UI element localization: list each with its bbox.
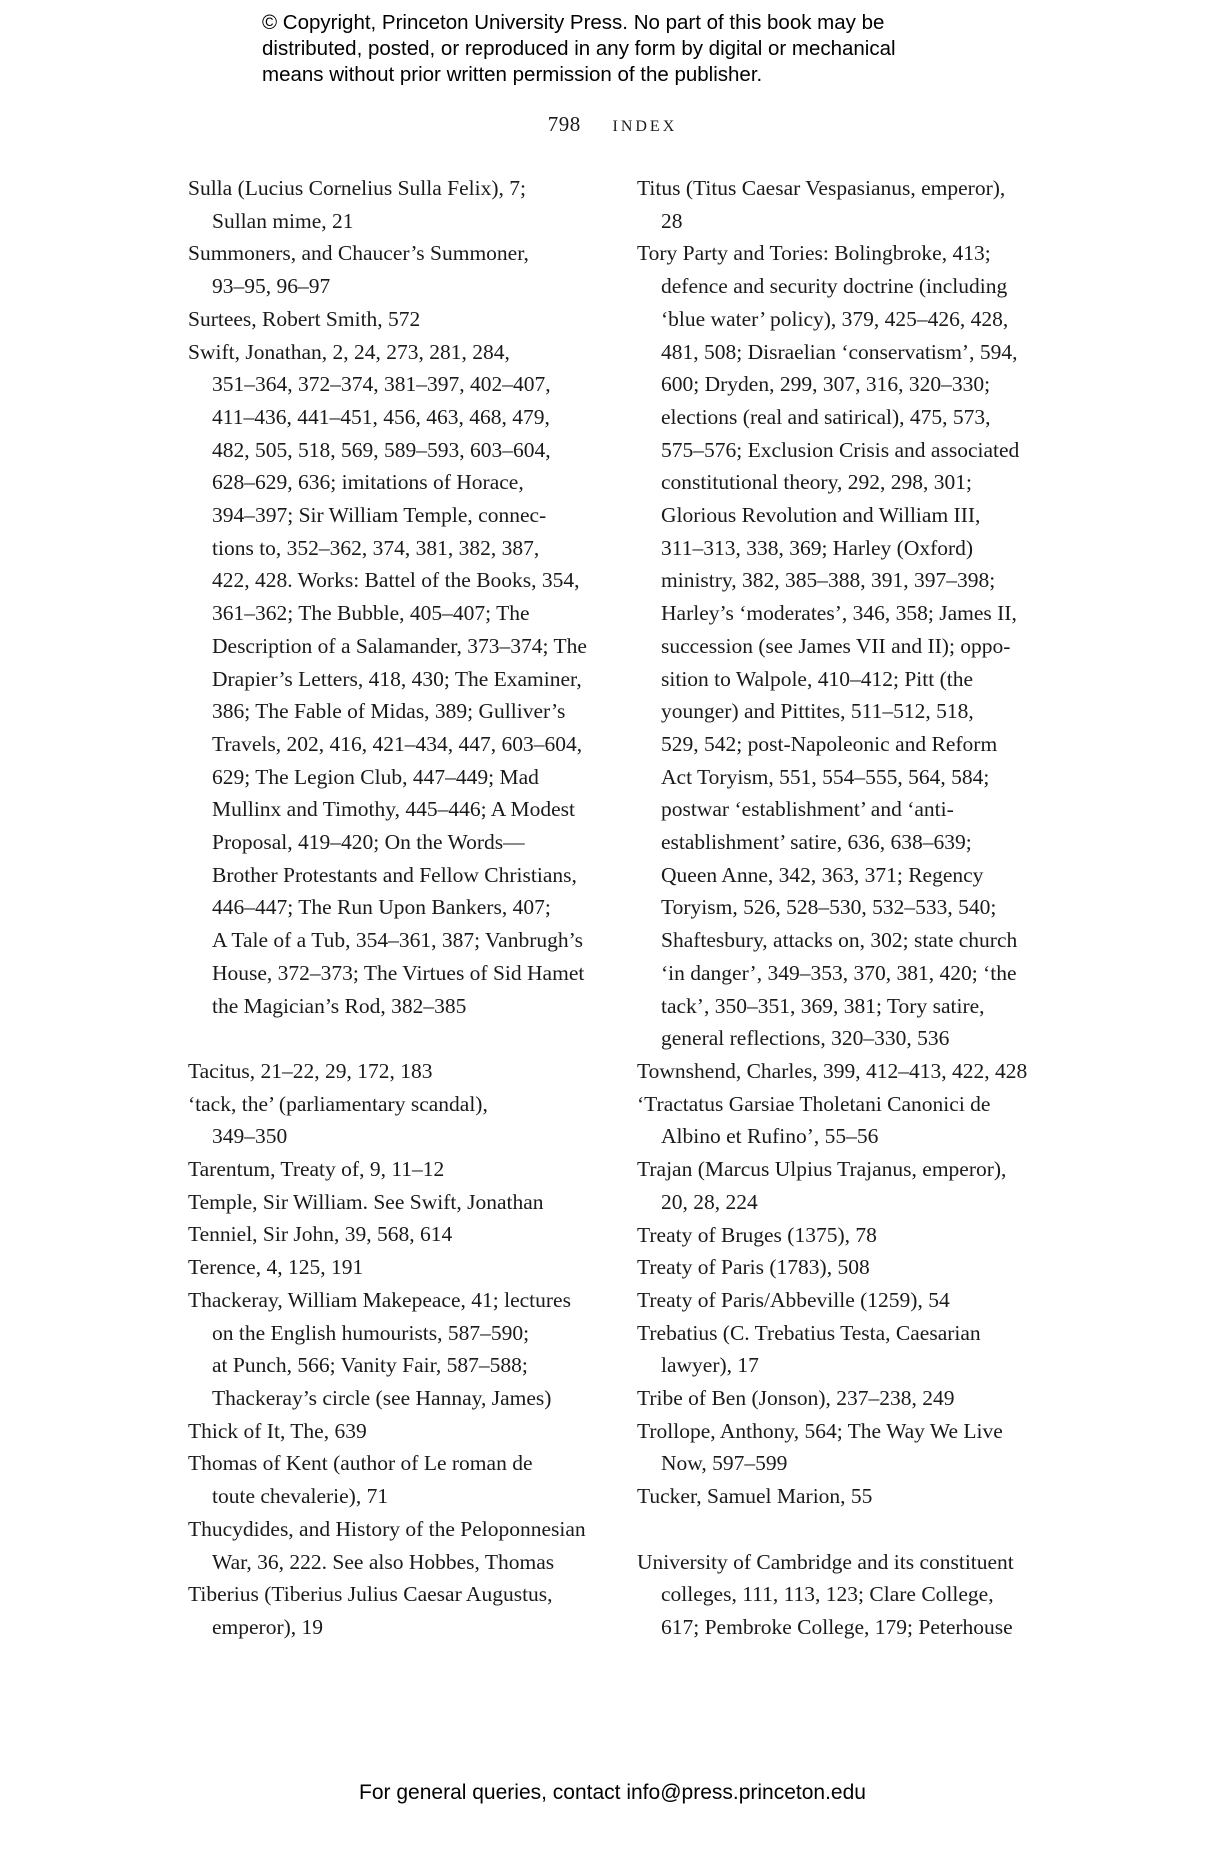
index-entry [188, 1251, 608, 1284]
copyright-line: means without prior written permission of the publisher. [262, 63, 763, 86]
index-entry [188, 336, 608, 1023]
index-entry [637, 1317, 1057, 1382]
index-entry-continuation: tions to, 352–362, 374, 381, 382, 387, [212, 535, 540, 560]
index-entry-continuation: 394–397; Sir William Temple, connec- [212, 503, 547, 528]
index-entry-continuation: 93–95, 96–97 [212, 274, 331, 299]
index-entry-continuation: House, 372–373; The Virtues of Sid Hamet [212, 960, 585, 985]
index-entry-continuation: Shaftesbury, attacks on, 302; state church [661, 928, 1018, 953]
copyright-line: © Copyright, Princeton University Press. No part of this book may be [262, 11, 885, 34]
index-entry [188, 1186, 608, 1219]
index-entry-line: Tucker, Samuel Marion, 55 [637, 1484, 873, 1509]
index-entry [637, 1480, 1057, 1513]
index-entry-continuation: 628–629, 636; imitations of Horace, [212, 470, 524, 495]
index-entry-continuation: Description of a Salamander, 373–374; The [212, 633, 587, 658]
index-entry-continuation: Glorious Revolution and William III, [661, 503, 981, 528]
index-entry-continuation: 600; Dryden, 299, 307, 316, 320–330; [661, 372, 991, 397]
index-entry-continuation: tack’, 350–351, 369, 381; Tory satire, [661, 993, 985, 1018]
index-entry-line: Tiberius (Tiberius Julius Caesar Augustus, [188, 1582, 553, 1607]
index-entry-continuation: 422, 428. Works: Battel of the Books, 354, [212, 568, 580, 593]
index-entry-continuation: 411–436, 441–451, 456, 463, 468, 479, [212, 404, 550, 429]
index-entry-continuation: ‘blue water’ policy), 379, 425–426, 428, [661, 306, 1009, 331]
index-entry-continuation: 386; The Fable of Midas, 389; Gulliver’s [212, 699, 566, 724]
index-entry [637, 1284, 1057, 1317]
index-entry-line: Thucydides, and History of the Peloponnesian [188, 1516, 586, 1541]
index-entry-continuation: Act Toryism, 551, 554–555, 564, 584; [661, 764, 990, 789]
index-column-right [637, 172, 1057, 1644]
index-entry [637, 1546, 1057, 1644]
index-entry-continuation: Harley’s ‘moderates’, 346, 358; James II, [661, 601, 1017, 626]
index-entry [637, 237, 1057, 1055]
running-head-title: index [612, 111, 678, 136]
index-entry-continuation: Albino et Rufino’, 55–56 [661, 1124, 879, 1149]
index-entry-continuation: Travels, 202, 416, 421–434, 447, 603–604, [212, 731, 583, 756]
index-entry-continuation: ‘in danger’, 349–353, 370, 381, 420; ‘the [661, 960, 1017, 985]
index-entry-line: Thomas of Kent (author of Le roman de [188, 1451, 533, 1476]
index-entry-continuation: Drapier’s Letters, 418, 430; The Examiner, [212, 666, 582, 691]
index-entry [188, 1153, 608, 1186]
index-entry-continuation: 629; The Legion Club, 447–449; Mad [212, 764, 539, 789]
index-entry-continuation: 481, 508; Disraelian ‘conservatism’, 594, [661, 339, 1018, 364]
index-entry-line: Townshend, Charles, 399, 412–413, 422, 428 [637, 1058, 1028, 1083]
index-column-left [188, 172, 608, 1644]
index-entry-continuation: 20, 28, 224 [661, 1189, 758, 1214]
index-entry-continuation: colleges, 111, 113, 123; Clare College, [661, 1582, 994, 1607]
index-entry-continuation: Toryism, 526, 528–530, 532–533, 540; [661, 895, 997, 920]
index-entry-line: Surtees, Robert Smith, 572 [188, 306, 421, 331]
index-entry-line: Trollope, Anthony, 564; The Way We Live [637, 1418, 1003, 1443]
index-entry [188, 1447, 608, 1512]
index-entry-continuation: 28 [661, 208, 683, 233]
index-entry-continuation: general reflections, 320–330, 536 [661, 1026, 950, 1051]
index-entry-continuation: the Magician’s Rod, 382–385 [212, 993, 467, 1018]
index-entry-line: Treaty of Bruges (1375), 78 [637, 1222, 877, 1247]
index-entry [637, 172, 1057, 237]
letter-section-gap [637, 1513, 1057, 1546]
index-entry-continuation: defence and security doctrine (including [661, 274, 1008, 299]
index-entry-continuation: War, 36, 222. See also Hobbes, Thomas [212, 1549, 555, 1574]
index-entry-continuation: A Tale of a Tub, 354–361, 387; Vanbrugh’s [212, 928, 583, 953]
index-entry-continuation: 351–364, 372–374, 381–397, 402–407, [212, 372, 551, 397]
index-entry [637, 1088, 1057, 1153]
index-entry [188, 1513, 608, 1578]
index-entry-line: Terence, 4, 125, 191 [188, 1255, 364, 1280]
index-entry [637, 1153, 1057, 1218]
index-entry-line: Tarentum, Treaty of, 9, 11–12 [188, 1157, 445, 1182]
index-entry-continuation: younger) and Pittites, 511–512, 518, [661, 699, 974, 724]
index-entry-continuation: constitutional theory, 292, 298, 301; [661, 470, 972, 495]
index-entry [188, 1578, 608, 1643]
index-entry-continuation: lawyer), 17 [661, 1353, 759, 1378]
index-entry [637, 1251, 1057, 1284]
index-entry-line: Trajan (Marcus Ulpius Trajanus, emperor), [637, 1157, 1007, 1182]
index-entry-line: ‘Tractatus Garsiae Tholetani Canonici de [637, 1091, 991, 1116]
index-entry-line: University of Cambridge and its constituent [637, 1549, 1014, 1574]
index-entry-line: Treaty of Paris/Abbeville (1259), 54 [637, 1287, 950, 1312]
index-entry-continuation: Now, 597–599 [661, 1451, 788, 1476]
index-entry-continuation: ministry, 382, 385–388, 391, 397–398; [661, 568, 996, 593]
index-entry-continuation: succession (see James VII and II); oppo- [661, 633, 1011, 658]
index-entry-continuation: emperor), 19 [212, 1614, 324, 1639]
index-entry-line: Sulla (Lucius Cornelius Sulla Felix), 7; [188, 176, 527, 200]
index-entry-line: Tribe of Ben (Jonson), 237–238, 249 [637, 1386, 955, 1411]
letter-section-gap [188, 1022, 608, 1055]
index-entry-continuation: elections (real and satirical), 475, 573, [661, 404, 991, 429]
index-entry [188, 237, 608, 302]
index-entry-continuation: Mullinx and Timothy, 445–446; A Modest [212, 797, 575, 822]
index-entry-continuation: Proposal, 419–420; On the Words— [212, 830, 525, 855]
index-entry [188, 1055, 608, 1088]
index-entry-line: Tenniel, Sir John, 39, 568, 614 [188, 1222, 453, 1247]
index-entry-continuation: postwar ‘establishment’ and ‘anti- [661, 797, 954, 822]
index-entry-continuation: establishment’ satire, 636, 638–639; [661, 830, 972, 855]
index-entry [188, 1415, 608, 1448]
index-entry-continuation: toute chevalerie), 71 [212, 1484, 389, 1509]
page-number: 798 [547, 112, 581, 136]
index-entry [188, 303, 608, 336]
index-entry-continuation: 529, 542; post-Napoleonic and Reform [661, 731, 998, 756]
index-entry-line: Tacitus, 21–22, 29, 172, 183 [188, 1058, 433, 1083]
index-entry-continuation: 575–576; Exclusion Crisis and associated [661, 437, 1020, 462]
index-entry-continuation: Thackeray’s circle (see Hannay, James) [212, 1386, 552, 1410]
index-entry [188, 172, 608, 237]
index-entry-line: Temple, Sir William. See Swift, Jonathan [188, 1189, 544, 1214]
index-entry-continuation: on the English humourists, 587–590; [212, 1320, 530, 1345]
index-entry-continuation: 482, 505, 518, 569, 589–593, 603–604, [212, 437, 551, 462]
index-entry-continuation: 311–313, 338, 369; Harley (Oxford) [661, 535, 974, 560]
footer-contact: For general queries, contact info@press.princeton.edu [359, 1781, 866, 1804]
index-entry-continuation: at Punch, 566; Vanity Fair, 587–588; [212, 1353, 528, 1378]
index-entry-continuation: sition to Walpole, 410–412; Pitt (the [661, 666, 974, 691]
index-entry [188, 1088, 608, 1153]
index-entry-continuation: Brother Protestants and Fellow Christians, [212, 862, 577, 887]
index-entry [637, 1415, 1057, 1480]
index-entry-line: Treaty of Paris (1783), 508 [637, 1255, 870, 1280]
index-entry-line: Thick of It, The, 639 [188, 1418, 367, 1443]
index-entry-line: Thackeray, William Makepeace, 41; lectures [188, 1287, 571, 1312]
index-entry-line: Summoners, and Chaucer’s Summoner, [188, 241, 529, 266]
index-entry [637, 1382, 1057, 1415]
index-entry-continuation: 617; Pembroke College, 179; Peterhouse [661, 1614, 1013, 1639]
index-entry-continuation: 349–350 [212, 1124, 288, 1149]
index-entry-line: Swift, Jonathan, 2, 24, 273, 281, 284, [188, 339, 510, 364]
index-entry-continuation: 361–362; The Bubble, 405–407; The [212, 601, 530, 626]
index-entry-line: Titus (Titus Caesar Vespasianus, emperor), [637, 176, 1006, 200]
index-entry-line: Tory Party and Tories: Bolingbroke, 413; [637, 241, 991, 266]
index-entry [188, 1284, 608, 1415]
copyright-notice [262, 10, 1022, 88]
index-entry [637, 1055, 1057, 1088]
index-entry-continuation: Sullan mime, 21 [212, 208, 354, 233]
index-entry [188, 1218, 608, 1251]
index-entry-line: ‘tack, the’ (parliamentary scandal), [188, 1091, 488, 1116]
running-head [0, 110, 1225, 138]
index-entry [637, 1219, 1057, 1252]
index-entry-continuation: 446–447; The Run Upon Bankers, 407; [212, 895, 551, 920]
index-entry-line: Trebatius (C. Trebatius Testa, Caesarian [637, 1320, 981, 1345]
index-entry-continuation: Queen Anne, 342, 363, 371; Regency [661, 862, 984, 887]
copyright-line: distributed, posted, or reproduced in any form by digital or mechanical [262, 37, 896, 60]
